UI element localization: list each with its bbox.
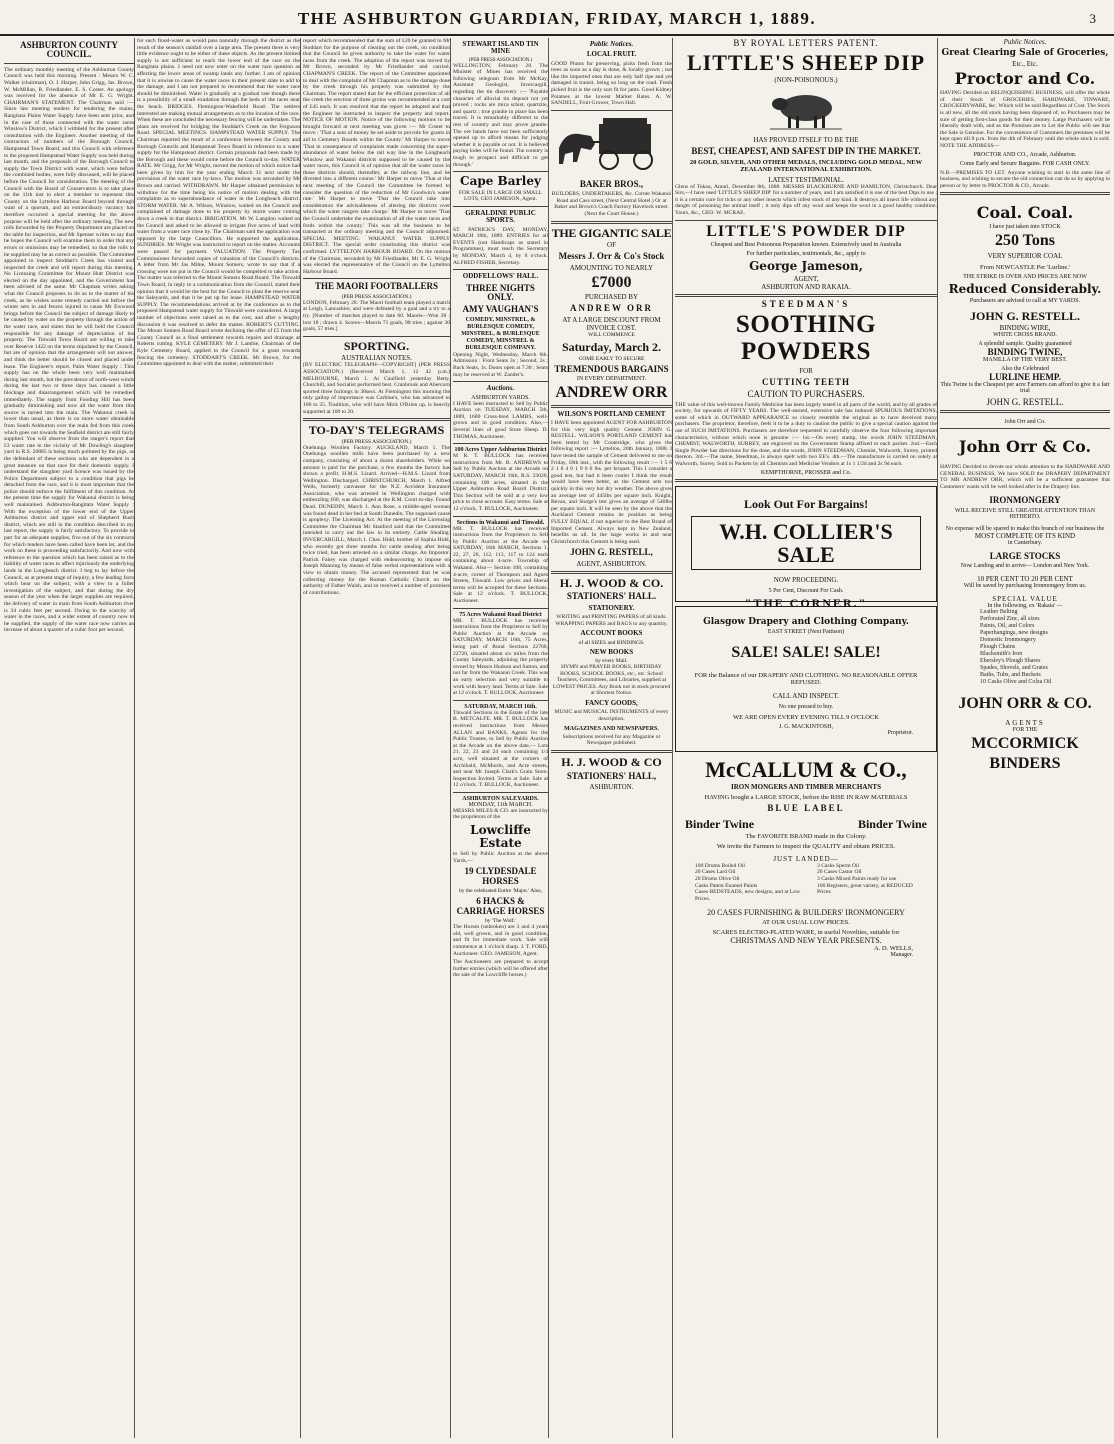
magazines-heading: MAGAZINES AND NEWSPAPERS. (564, 725, 659, 732)
lowcliffe-estate-heading: Lowcliffe Estate (470, 823, 531, 850)
sheep-illustration (766, 88, 846, 132)
column-6 (675, 38, 938, 1438)
maori-footballers-heading: THE MAORI FOOTBALLERS (314, 281, 439, 292)
discount-text: AT A LARGE DISCOUNT FROM INVOICE COST. (562, 315, 661, 332)
telegrams-heading: TO-DAY'S TELEGRAMS (308, 423, 445, 438)
mackintosh-name: J. G. MACKINTOSH, (778, 723, 834, 730)
newspaper-title: THE ASHBURTON GUARDIAN, FRIDAY, MARCH 1, 1889. (297, 9, 817, 28)
binder-twine-left: Binder Twine (685, 817, 755, 832)
orr-stock-heading: Messrs J. Orr & Co's Stock (558, 251, 665, 262)
column-7 (940, 38, 1110, 1438)
fancy-goods-text: MUSIC and MUSICAL INSTRUMENTS of every description. (554, 709, 670, 722)
landed-lists (675, 863, 937, 905)
divider (551, 110, 672, 111)
special-value: SPECIAL VALUE (992, 595, 1058, 604)
latest-testimonial: LATEST TESTIMONIAL. (768, 175, 844, 184)
mccallum-text: HAVING bought a LARGE STOCK, before the RISE IN RAW MATERIALS (704, 793, 908, 801)
steedman-text: THE value of this well-known Family Medicine has been largely tested in all parts of the world, and by all grades of society, for upwards of FIFTY YEARS. The well-earned, extensive sale has induced SPURIOUS IMITATIONS, some of which in OUTWARD APPEARANCE so closely resemble the original as to have deceived many purchasers. The proprietor, therefore, feels it to be a duty to caution the public to give a special caution against the use of SUCH IMITATIONS. Purchasers are therefore requested to carefully observe the four following important characteristics, without which none is genuine :— 1st.—On every stamp, the words JOHN STEEDMAN, CHEMIST, WALWORTH, SURREY, are engraved on the Government Stamp affixed to each packet. 2nd.—Each Single Powder has directions for the dose, and the words, JOHN STEEDMAN, Chemist, Walworth, Surrey, printed thereon. 3rd.—The name, Steedman, is always spelt with two EE's. 4th.—The manufacture is carried on solely at Walworth, Surrey. Sold in Packets by all Chemists and Medicine Vendors at 1s 1 1/2d and 2s 9d each. (675, 401, 939, 468)
every-department: IN EVERY DEPARTMENT. (576, 375, 647, 382)
stationery-text: WRITING and PRINTING PAPERS of all kinds. WRAPPING PAPERS and BAGS to any quantity. (555, 614, 669, 627)
amounting-text: AMOUNTING TO NEARLY (569, 263, 654, 272)
manilla-text: MANILLA OF THE VERY BEST. (983, 357, 1067, 364)
monday-11-heading: MONDAY, 11th MARCH. (468, 801, 533, 808)
council-report-end: report which recommended that the sum of £20 be granted to Mr Stoddart for the purpose of clearing out the creek, on condition that the Council be given authority to take the water for water races from the creek. The adoption of the report was moved by Mr Brown, seconded by Mr Friedlander and carried. CHAPMAN'S CREEK. The report of the Committee appointed to deal with the complaint of Mr Chapman as to the damage done by the creek through his property was submitted by the Chairman. The report stated that for the efficient protection of all the creek the erection of three groins was recommended at a cost of £45 each. It was resolved that the report be adopted and that the Engineer be instructed to inspect the property and report. NOTICE OF MOTION. Notice of the following motions to be brought forward at next meeting was given :— Mr Coster to move : 'That a sum of money be set aside to provide for grants in aid to Cemetery Boards within the County.' Mr Harper to move 'That in consequence of complaints made concerning the super-abundance of water below the rail way line in the Longbeach Winslow and Wakanui districts supposed to be caused by the water races, this Council is of opinion that all the water races in those districts should, thereafter, at the railway line, and be diverted into a different course.' Mr Harper to move 'That at the next meeting of the Council the Committee be formed to consider the question of the reduction of Mr Goodwin's water rate.' Mr Harper to move 'That the Council take into consideration the advisableness of altering the districts over which the water rangers take charge.' Mr Harper to move 'That the Council undertake the examination of all the water races and fords within the county.' This was all the business to be transacted at the ordinary meeting and the Council adjourned. SPECIAL MEETING. WAKANUI WATER SUPPLY DISTRICT. The special order constituting this district was confirmed. LYTTELTON HARBOUR BOARD. On the motion of the Chairman, seconded by Mr Friedlander, Mr E. G. Wright was elected the representative of the Council on the Lyttelton Harbour Board. (303, 38, 452, 275)
invite-farmers: We invite the Farmers to inspect the QUALITY and obtain PRICES. (716, 842, 896, 850)
wilsons-cement-text: I HAVE been appointed AGENT FOR ASHBURTON for this very high quality Cement. JOHN G. RESTELL. WILSON'S PORTLAND CEMENT has been tested by Mr Cooteridge, who gives the following report :— Lyttelton, 20th January, 1888. I have tested the sample of Cement delivered to me on Friday, 18th inst., with the following result :— 1 5 6 2 1 8 4 0 1 9 0 0 lbs. per briquet. This I consider a good test, but had it been cooler I think the result would have been better, as the Cement sets too quickly in this very hot dry weather. The above gives an average test of 445lbs per square inch. Knight, Bevan, and Sturge's test gives an average of 540lbs per square inch. It will be seen by the above that the Auckland Cement retains its position as being FULLY EQUAL if not superior to the Best Brand of Imported Cement. Always kept in New Zealand, benefits us all. In the large works in and near Christchurch this Cement is being used. (551, 420, 674, 545)
best-cheapest: BEST, CHEAPEST, AND SAFEST DIP IN THE MARKET. (691, 146, 921, 157)
council-report-continued: for such flood-water as would pass naturally through the district as the result of the season's rainfall over a large area. The present there is very little evidence ought to be either of these objects. As the present limited supply is not sufficient to reach the lower end of the race on the Rangitata plains. I need not now enter on the water race question as affecting the lower areas of swamp lands any further. I am of opinion that it is unwise to cause the water races in their present state to add to the damage, and I am not prepared to recommend that the water race should be diminished. Water is gradually at a gradual rate though there is a possibility of a small exudation through the beds of the races near the beach. BRIDGES. Flemington-Wakefield Road: The settlers interested are making mutual arrangements as to the location of the race. When these are concluded the necessary fencing will be undertaken. The plans are received for bridging the Stoddart's Creek on the Ferguson Road. SPECIAL MEETINGS. HAMPSTEAD WATER SUPPLY. The Chairman reported the result of a conference between the County and Borough Councils and Hampstead Town Board in reference to a water supply for the Hampstead district. Certain proposals had been made by the Borough and these would come before the Council to-day. WATER RATE. Mr Grigg, for Mr Wright, moved the motion of which notice had been given by him for the year ending March 31 next under the provisions of the water race by-laws. The motion was seconded by Mr Brown and carried. WITHDRAWN. Mr Harper obtained permission to withdraw for the time being his notice of motion dealing with the complaints as to superabundance of water in the Longbeach district. STORM WATER. Mr A. Wilson, Winslow, waited on the Council and complained of damage done to his property by storm water coming down a creek in that district. IRRIGATION. Mr W. Langdon waited on the Council and asked to be allowed to irrigate five acres of land with water from a water race close by. The Chairman said the application was opposed by the large Councillors. He supported the application. SUNDRIES. Mr Wright was instructed to report on the matter. Accounts were passed for payment. VALUATION. The Property Tax Commissioner forwarded copies of valuation of the Council's districts. A letter from Mr Jas Milne, Mount Somers, wrote to say that if a crossing were not put in the Council would be compelled to take action. The matter was referred to the Mount Somers Road Board. The Tinwald Town Board, in reply to a communication from the Council, stated their opinion that it would be the best for the Council to plant the reserve near the Saleyards, and that it be put up for lease. HAMPSTEAD WATER SUPPLY. The recommendations arrived at by the conference as to the proposed Hampstead water supply for Tinwald were considered. A large number of objections were raised as to the cost, and after a lengthy discussion it was resolved to defer the matter. ROBERT'S CUTTING. The Mount Somers Road Board wrote declining the offer of £5 from the County Council as a final settlement towards repairs and drainage at Roberts cutting. KYLE CEMETERY. Mr J. Lambie, Chairman of the Kyle Cemetery Board, applied to the Council for a grant towards fencing the cemetery. STODDART'S CREEK. Mr Brown, for the Committee appointed to deal with the matter, submitted their (137, 38, 302, 368)
restell-heading: JOHN G. RESTELL. (969, 308, 1081, 323)
twenty-cases: 20 CASES FURNISHING & BUILDERS' IRONMONGERY (707, 908, 905, 918)
collier-sale-box (675, 486, 937, 611)
coal-just-taken: I have just taken into STOCK (989, 224, 1061, 231)
blue-label: BLUE LABEL (767, 802, 845, 813)
testimonial-text: Glens of Tekoa, Amuri, December 8th, 1888. MESSRS BLACKBURNE AND HAMILTON, Christchurch. Dear Sirs,—I have used 'LITTLE'S SHEEP DIP' for a number of years, and I am satisfied it is one of the best Dips in use ; it is a certain cure for ticks or any other insects which infest stock of any kind. It destroys all insect life without any danger of poisoning the animal itself ; it only dips off any wool and keeps the wool in a good healthy condition. Yours, &c., GEO. W. MCRAE. (675, 183, 939, 216)
for-label: FOR (799, 366, 813, 375)
powder-dip-sub: Cheapest and Best Poisonous Preparation known. Extensively used in Australia (710, 242, 902, 249)
telegrams-subheading: (PER PRESS ASSOCIATION.) (341, 438, 412, 445)
amount-value: £7000 (591, 273, 632, 291)
saturday-date: Saturday, March 2. (561, 339, 662, 354)
twine-cheapest: This Twine is the Cheapest per acre Farmers can afford to give it a fair trial (940, 382, 1110, 395)
auction-sections-text: MR. T. BULLOCK has received instructions from the Proprietors to Sell by Public Auction at the Arcade on SATURDAY, 16th MARCH, Sections 1, 22, 27, 28, 112, 113, 117 to 124 each containing about 4-acre. Township of Wakanui. Also— Section 108, containing 4-acre, corner of Thompson and Agnes Streets, Tinwald. Low prices and liberal terms will be accepted for these Sections. Sale at 12 o'clock. T. BULLOCK, Auctioneer. (453, 525, 550, 605)
most-complete: MOST COMPLETE OF ITS KIND (974, 531, 1076, 540)
george-jameson: George Jameson, (749, 259, 863, 274)
hjwood-heading: H. J. WOOD & CO. (559, 575, 664, 590)
large-stocks: LARGE STOCKS (989, 550, 1061, 561)
orr-heading: John Orr & Co. (958, 437, 1092, 457)
celebrated-text: Also the Celebrated (1001, 366, 1049, 373)
jameson-agent: AGENT, (793, 274, 819, 283)
council-heading: ASHBURTON COUNTY COUNCIL. (20, 40, 118, 60)
cutting-teeth: CUTTING TEETH (761, 376, 851, 387)
divider (453, 700, 548, 701)
stationery-heading: STATIONERY. (588, 603, 635, 612)
geraldine-sports-heading: GERALDINE PUBLIC SPORTS. (465, 208, 536, 225)
horses-text: The Horses (unbroken) are 3 and 4 years old, well grown, and in good condition, and fit for immediate work. Sale will commence at 1 o'clock sharp. J. T. FORD, Auctioneer. GEO. JAMESON, Agent. (453, 924, 550, 957)
divider (551, 405, 672, 408)
hjwood-footer: H. J. WOOD & CO (561, 755, 662, 770)
fancy-goods-heading: FANCY GOODS, (585, 699, 638, 708)
divider (940, 428, 1110, 429)
medals-text: 20 GOLD, SILVER, AND OTHER MEDALS, INCLUDING GOLD MEDAL, NEW ZEALAND INTERNATIONAL EXHIBITION. (689, 158, 923, 173)
lurline-hemp: LURLINE HEMP. (989, 372, 1061, 383)
mccallum-sub: IRON MONGERS AND TIMBER MERCHANTS (731, 782, 881, 791)
proprietor-label: Proprietor. (887, 729, 913, 736)
sporting-heading: SPORTING. (343, 338, 410, 353)
call-inspect: CALL AND INSPECT. (773, 691, 839, 700)
come-early-text: Come Early and Secure Bargains. FOR CASH ONLY. (960, 160, 1090, 167)
mccallum-heading: McCALLUM & CO., (705, 756, 907, 782)
usual-prices: AT OUR USUAL LOW PRICES. (762, 919, 850, 927)
the-corner: "THE CORNER." (744, 596, 868, 611)
geraldine-sports-text: ST. PATRICK'S DAY, MONDAY, MARCH 18th, 1889. ENTRIES for all EVENTS (not Handicaps as stated in Programmes), must reach the Secretary by MONDAY, March 4, by 8 o'clock. ALFRED FISHER, Secretary. (453, 226, 550, 266)
press-association-note: (PER PRESS ASSOCIATION.) (468, 57, 533, 63)
auction-wakanui-text: MR. T. BULLOCK has received instructions from the Proprietor to Sell by Public Auction at the Arcade on SATURDAY, MARCH 16th, 75 Acres, being part of Rural Sections 22760, 22720, situated about six miles from the County Saleyards, adjoining the property owned by Messrs Hudson and Sutton, and not far from the Wakanui Creek. This was an early selection and very suitable to work with heavy land. Terms at Sale. Sale at 12 o'clock. T. BULLOCK, Auctioneer. (453, 617, 550, 697)
column-4 (453, 38, 549, 1438)
sporting-subheading: AUSTRALIAN NOTES. (341, 354, 412, 363)
divider (4, 63, 134, 64)
stewart-island-heading: STEWART ISLAND TIN MINE (462, 40, 539, 56)
sheep-dip-heading: LITTLE'S SHEEP DIP (686, 50, 926, 75)
tons-heading: 250 Tons (994, 232, 1056, 250)
manager-label: Manager. (890, 952, 913, 959)
binder-twine-row (675, 815, 937, 833)
oddfellows-heading: ODDFELLOWS' HALL. (462, 272, 539, 281)
stationers-footer: STATIONERS' HALL, (566, 770, 657, 781)
binder-twine-right: Binder Twine (857, 817, 927, 832)
clearing-sale-heading: Great Clearing Sale of Groceries, (941, 48, 1109, 58)
divider (551, 750, 672, 753)
proctor-heading: Proctor and Co. (954, 69, 1096, 89)
landed-list-left: 100 Drums Boiled Oil 20 Cases Lard Oil 20 Drums Olive Oil Casks Patent Enamel Paints Cases BEDSTEADS, new designs, and at Low Prices. (695, 862, 801, 902)
white-cross: WHITE CROSS BRAND. (993, 332, 1057, 339)
landed-list-right: 3 Casks Sperm Oil 20 Cases Castor Oil 3 Casks Mixed Paints ready for use 100 Registers, great variety, at REDUCED Prices (817, 862, 913, 896)
come-early: COME EARLY TO SECURE (578, 355, 645, 362)
saved-text: Will be saved by purchasing Ironmongery from us. (963, 583, 1087, 590)
divider (453, 269, 548, 270)
divider (940, 192, 1110, 195)
clydesdale-sub: by the celebrated Entire 'Major.' Also, (458, 888, 543, 895)
cape-barley-heading: Cape Barley (460, 174, 541, 189)
saturday-16-heading: SATURDAY, MARCH 16th. (464, 703, 537, 710)
magazines-text: Subscriptions received for any Magazine or Newspaper published. (562, 733, 662, 747)
wilsons-cement-heading: WILSON'S PORTLAND CEMENT (557, 409, 666, 418)
auction-lambs-text: I HAVE been instructed to Sell by Public Auction on TUESDAY, MARCH 5th, 1889, 1600 Cross-bred LAMBS, well-grown and in good condition. Also,— Several lines of good Store Sheep. D. THOMAS, Auctioneer. (453, 400, 550, 440)
purchased-by: PURCHASED BY (584, 293, 639, 302)
new-books-heading: NEW BOOKS (589, 647, 634, 656)
orr-big-heading: JOHN ORR & CO. (958, 695, 1092, 713)
soothing-powders-heading: SOOTHING POWDERS (735, 311, 877, 365)
column-3 (303, 38, 451, 1438)
amy-vaughan-heading: AMY VAUGHAN'S (462, 304, 539, 315)
now-proceeding: NOW PROCEEDING. (773, 576, 839, 585)
cape-barley-text: FOR SALE IN LARGE OR SMALL LOTS, GEO JAMESON, Agent. (458, 189, 544, 203)
sections-heading: Sections in Wakanui and Tinwald. (456, 519, 545, 526)
collier-sale-heading: W.H. COLLIER'S SALE (691, 516, 921, 570)
gigantic-of: OF (607, 241, 616, 250)
baker-bros-heading: BAKER BROS., (579, 178, 644, 189)
hearse-illustration (551, 114, 669, 172)
account-books-sub: of all SIZES and BINDINGS. (578, 639, 645, 646)
local-fruit-text: GOOD Plums for preserving, picks fresh from the trees as soon as a day is done, & locally grown ; not like the imported ones that are only half ripe and yet damaged in transit, being so long on the road. Fresh picked fruit is the only sort fit for jams. Good Kidney Potatoes at the lowest Market Rates. A. W. SANDELL, Fruit Grower, Town Hall. (551, 60, 674, 107)
column-5 (551, 38, 673, 1438)
royal-patent: BY ROYAL LETTERS PATENT. (733, 38, 879, 48)
kempthorne-text: KEMPTHORNE, PROSSER and Co. (760, 469, 852, 476)
ironmongery-heading: IRONMONGERY (989, 495, 1061, 506)
proctor-text: HAVING Decided on RELINQUISHING BUSINESS, will offer the whole of their Stock of GROCERIES, HARDWARE, TINWARE, CROCKERYWARE, &c. Which will be sold Regardless of Cost. The Stock is all new, all the old stock having been disposed of, so Purchasers may be sure of getting first-class goods for their money. Large Purchasers will be liberally dealt with, and as the Premises are to Let the Public will see that the Sale is Genuine. For the convenience of Customers the premises will be kept open till 8 p.m. from the 4th of February until the whole stock is sold. NOTE THE ADDRESS— (940, 90, 1112, 149)
will-commence: WILL COMMENCE (588, 331, 635, 338)
steedmans-heading: STEEDMAN'S (761, 298, 851, 309)
page-number: 3 (1089, 11, 1096, 26)
now-landing: Now Landing and to arrive— London and New York. (960, 563, 1090, 570)
purchasers-advised: Purchasers are advised to call at MY YARDS. (969, 297, 1081, 304)
gigantic-sale-heading: THE GIGANTIC SALE (551, 225, 672, 240)
superior-coal: VERY SUPERIOR COAL (987, 251, 1063, 260)
canterbury: in Canterbury. (1007, 539, 1043, 546)
caution-heading: CAUTION TO PURCHASERS. (747, 389, 865, 400)
divider (453, 206, 548, 207)
strike-text: THE STRIKE IS OVER AND PRICES ARE NOW (963, 273, 1087, 280)
plated-ware: SCARES ELECTRO-PLATED WARE, in useful Novelties, suitable for (712, 929, 900, 937)
ashburton-yards-heading: ASHBURTON YARDS. (471, 394, 530, 401)
glasgow-heading: Glasgow Drapery and Clothing Company. (703, 616, 909, 627)
baker-bros-text: BUILDERS, UNDERTAKERS, &c. Corner Wakanui Road and Cass street, (Next Central Hotel.) Or at Baker and Brown's Coach Factory Havelock street. (Next the Court House.) (551, 191, 673, 218)
wakanui-75-heading: 75 Acres Wakanui Road District (459, 611, 542, 618)
just-landed: JUST LANDED— (773, 854, 839, 863)
local-fruit-heading: LOCAL FRUIT. (586, 50, 637, 59)
hacks-sub: by 'The Wolf.' (485, 918, 516, 925)
coal-heading: Coal. Coal. (976, 203, 1074, 223)
divider (551, 571, 672, 574)
non-poisonous: (NON-POISONOUS.) (774, 76, 838, 85)
public-notices-heading: Public Notices. (589, 40, 634, 48)
divider (675, 479, 937, 482)
account-books-heading: ACCOUNT BOOKS (580, 629, 643, 638)
no-one-pressed: No one pressed to buy. (778, 703, 834, 710)
glasgow-address: EAST STREET (Next Pattison) (767, 629, 845, 636)
hymn-books-text: HYMN and PRAYER BOOKS, BIRTHDAY BOOKS, SCHOOL BOOKS, etc., etc. School Teachers, Committees, and Libraries, supplied at LOWEST PRICES. Any Book not in stock procured at Shortest Notice. (552, 664, 672, 697)
masthead (0, 0, 1114, 36)
cash-discount: 5 Per Cent, Discount For Cash. (768, 588, 844, 595)
orr-text: HAVING Decided to devote our whole attention to the HARDWARE AND GENERAL BUSINESS, We have SOLD the DRAPERY DEPARTMENT TO MR ANDREW ORR, which will be a sufficient guarantee that Customers' wants will be well looked after in the Drapery line. (940, 463, 1112, 490)
glasgow-box (675, 606, 937, 752)
divider (453, 171, 548, 172)
special-list: Leather Belting Perforated Zinc, all sizes Paints, Oil, and Colors Paperhangings, new designs Domestic Ironmongery Plough Chains Blacksmith's Iron Ebersley's Plough Shares Spades, Shovels, and Grates Baths, Tubs, and Buckets 10 Casks Olive and Colza Oil (980, 609, 1052, 686)
bargains-heading: Look Out For Bargains! (743, 496, 869, 511)
divider (303, 418, 450, 421)
telegrams-text: Onehunga Woollen Factory. AUCKLAND, March 1. The Onehunga woollen mills have been purchased by a new company, consisting of about a dozen shareholders. While no amount is paid for the purchase, a few months the factory has shown a profit. H.M.S. Lizard. Arrived—H.M.S. Lizard from Wellington. Discharged. CHRISTCHURCH, March 1. Alfred Wells, formerly canvasser for the N.Z. Accident Insurance Association, who was arrested in Wellington charged with embezzling £60, was discharged at the R.M. Court to-day. Found Dead. DUNEDIN, March 1. Ann Rose, a middle-aged woman was found dead in her bed at South Dunedin. The supposed cause is apoplexy. The Licensing Act. At the meeting of the Licensing Committee the Chairman Mr Stanford said that the Committee intended to carry out the law in its entirety. Cattle Stealing. INVERCARGILL, March 1. Chas. Hidd, brother of Sophia Hidd, who recently got three months for cattle stealing after being twice tried, has been arrested on a similar charge. An Impostor. Patrick Fahey was charged with endeavouring to impose on Joseph Manning by means of false verbal representations with a view to obtain money. The accused represented that he was collecting money for the Roman Catholic Church on the authority of Father Walsh, and so received a number of promises of contributions. (303, 444, 452, 596)
auction-yards-text: to Sell by Public Auction at the above Yards,— (453, 851, 550, 864)
sale-sale-sale: SALE! SALE! SALE! (731, 644, 881, 662)
restell-signature: JOHN G. RESTELL. (986, 397, 1064, 408)
press-association-note: (PER PRESS ASSOCIATION.) (341, 293, 412, 300)
new-books-sub: by every Mail. (595, 658, 628, 665)
restell-agent: AGENT, ASHBURTON. (576, 559, 647, 568)
orr-small: John Orr and Co. (1004, 419, 1046, 426)
andrew-orr-name: ANDREW ORR (569, 303, 654, 314)
sale-text: FOR the Balance of our DRAPERY AND CLOTHING. NO REASONABLE OFFER REFUSED. (694, 671, 918, 686)
ashburton-footer: ASHBURTON. (589, 783, 634, 792)
divider (940, 410, 1110, 413)
further-particulars: For further particulars, testimonials, &c., apply to (746, 251, 866, 258)
column-1 (4, 38, 135, 1438)
divider (453, 608, 548, 609)
auctioneers-note: The Auctioneers are prepared to accept further entries (which will be offered after the sale of the Lowcliffe horses.) (453, 959, 550, 979)
mccormick-heading: MCCORMICK (971, 734, 1079, 752)
splendid-sample: A splendid sample. Quality guaranteed (978, 341, 1072, 348)
binders-heading: BINDERS (989, 754, 1061, 772)
reduced-considerably: Reduced Considerably. (948, 281, 1102, 296)
divider (303, 278, 450, 279)
special-sub: In the following, ex 'Rakaia' — (987, 603, 1063, 610)
etc-label: Etc., Etc. (1012, 60, 1038, 69)
acres-100-heading: 100 Acres Upper Ashburton District (454, 447, 547, 454)
auction-tinwald-text: Tinwald Sections in the Estate of the late B. METCALFE. MR. T. BULLOCK has received instructions from Messrs ALLAN and BANKS, Agents for the Public Trustee, to Sell by Public Auction at the Arcade on the above date,— Lots 21, 22, 23 and 24 each containing 1/4 acre, well situated at the corners of Archibald, McMurdo, and Acre streets, and near Mr Joseph Clark's Grain Store. Inspection Invited. Terms at Sale. Sale at 12 o'clock. T. BULLOCK, Auctioneer. (453, 709, 550, 789)
newcastle-text: From NEWCASTLE Per 'Lurline.' (979, 263, 1071, 271)
binding-wire: BINDING WIRE, (999, 324, 1051, 333)
column-2 (137, 38, 301, 1438)
three-nights-heading: THREE NIGHTS ONLY. (466, 282, 535, 302)
divider (453, 792, 548, 793)
public-notices-heading: Public Notices. (1003, 38, 1047, 46)
wells-name: A. D. WELLS, (873, 945, 913, 953)
clydesdale-heading: 19 CLYDESDALE HORSES (464, 866, 537, 886)
auction-acres-text: M R. T. BULLOCK has received instructions from Mr. B. ANDREWS to Sell by Public Auction at the Arcade on SATURDAY, MARCH 16th, R.S. 23020, containing 100 acres, situated in the Upper Ashburton Road Board District. This Section will be sold at a very low price to close account. Easy terms. Sale at 12 o'clock. T. BULLOCK, Auctioneer. (453, 453, 550, 512)
premises-to-let: N.B.—PREMISES TO LET. Anyone wishing to start in the same line of business, and wishing to secure the old connection can do so by applying in person or by letter to PROCTOR & CO., Arcade. (940, 169, 1112, 189)
divider (675, 294, 937, 297)
auction-miles-text: MESSRS MILES & CO. are instructed by the proprietors of the (453, 807, 550, 821)
open-evening: WE ARE OPEN EVERY EVENING TILL 9 O'CLOCK (733, 713, 879, 721)
favorite-brand: The FAVORITE BRAND made in the Colony. (745, 832, 867, 840)
stationers-hall: STATIONERS' HALL. (566, 591, 657, 602)
council-report-text: The ordinary monthly meeting of the Ashburton County Council was held this morning. Present : Messrs W. C. Walker (chairman), O. J. Harper, John Grigg, Jas. Brown, W. McMillan, R. Friedlander, E. S. Coster. An apology was received for the absence of Mr E. G. Wright. CHAIRMAN'S STATEMENT. The Chairman said :— Since last meeting tenders for tendering the mains, Rangitata Plains Water Supply have been sent prior, and in the case of those connected with the water races Winslow's District, which I withheld for the present after consultation with the Engineer. Another meeting of the contractors of numbers of the Borough Council, Hampstead Town Board, and this Council with reference to the proposed Hampstead Water Supply was held during last month, and the proposals of the Borough Council to supply the Town District with water, which were before the combined bodies, were fully discussed, will be placed before the Council for consideration. The meeting of the Council with the Board of Conservators is to take place on the 11th inst to elect a member to represent this County on the Lyttelton Harbour Board beyond through want of a quorum, and an extraordinary vacancy has therefore occurred a special meeting for the above purpose will be held after the ordinary meeting. The new rolls forwarded by the Property Department are placed on the table for inspection, and Mr Spenser writes to say that he hopes the Council will examine them in order that any errors or omissions may be remedied, so that the rolls to be supplied may be as correct as possible. The Committee appointed to inspect Stoddart's Creek has visited and inspected the creek and will report during this meeting. No Licensing Committee for Mount Hutt District was elected on the day appointed, and the Government has been advised of the same. Mr Chapman writes asking what the Council proposes to do as to the matter of his creek, as he wishes some remedy carried out before the winter sets in and fences injured to cause Mr Ewwood brings before the Council the subject of damage likely to be caused by water on the property through the action of the water race, and states that he will hold the Council responsible for any damage of depreciation of his property. The Tinwald Town Board are willing to take over Reserve 1422 on the terms stipulated by the Council, but are of opinion that the arrangement will not answer, and think the better should be closed and placed under lease. The Engineer's report. Palm Water Supply : This supply has on the whole been very well maintained during last month, but the prevalence of north-west winds during the last two or three days has caused a little blockage and disarrangement which will be remedied immediately. The supply from Fooding Hill has been gradually diminishing and now all the water from this source is turned into the main. The Wakanui creek is lower than usual, as there is no more water obtainable from South Ashburton over the main fed from this creek which goes out towards the Seafield district are still fairly supplied. You will observe from the ranger's report that £3 water rate in the vicinity of Mr Dowling's slaughter yard in R.S. 20885 is being much polluted by the pigs, as the defendant of these sections who are dependent in a great measure on that race for their domestic supply. I understand the slaughter yard licence was issued by the Police Department subject to a condition that pigs be detached from the race, and it is most important that the police should enforce the fulfilment of this condition. At the present time the supply for Wakanui district is being well maintained. Ashburton-Rangitata Water Supply : With the exception of the lower end of the Upper Ashburton district and upper end of Shepherd Bush district, which are still in the condition described in my last report, the supply is fairly satisfactory. To provide in part for an adequate supplies, five out of the six contracts for which tenders have been called have been let, and the work on these is proceeding satisfactorily. And now with reference to the question which has been raised as to the liability of water races to affect injuriously the underlying lands in the Longbeach district. I beg to lay before the Council, as at present stage of inquiry, a few leading facts which bear on the subject, with a view to a fuller investigation of the subject, and that during the dry season of the year when the larger supplies are required, the delivery of water in main from South Ashburton river is 34 cubic feet per second. Owing to the scarcity of water in the races, and a wider extent of country now to be supplied, the supply of the water race now carries an increase of about a quarter of a cubic foot per second. (4, 66, 136, 634)
attention-text: WILL RECEIVE STILL GREATER ATTENTION THAN HITHERTO. (954, 507, 1096, 520)
no-expense: No expense will be spared to make this branch of our business the (945, 525, 1105, 532)
auctions-heading: Auctions. (486, 384, 515, 393)
jameson-place: ASHBURTON AND RAKAIA. (761, 282, 851, 291)
opening-night-text: Opening Night, Wednesday, March 6th. Admission : Front Seats 3s ; Second, 2s ; Back Seats, 1s. Doors open at 7.30 ; Seats may be reserved at W. Zander's. (453, 351, 550, 378)
amy-vaughan-text: COMEDY, MINSTREL, & BURLESQUE COMEDY, MINSTREL, & BURLESQUE COMEDY, MINSTREL & BURLESQUE COMPANY. (461, 316, 540, 351)
ten-per-cent: 10 PER CENT TO 20 PER CENT (977, 575, 1073, 584)
divider (453, 381, 548, 382)
sporting-text: [BY ELECTRIC TELEGRAPH—COPYRIGHT] (PER PRESS ASSOCIATION.) (Received March 1, 12 42 p.m.) MELBOURNE, March 1. At Caulfield yesterday Betty, Churchill, and Socialist performed best. Cranbrook and Abercorn sported three furlongs in 38secs. At Flemington this morning the only gallop of importance was Carbine's, who has advanced to 100 to 25. Tradition, who will have Mick O'Brien up, is heavily supported at 100 to 20. (303, 362, 452, 415)
divider (675, 220, 937, 221)
binding-twine: BINDING TWINE, (987, 347, 1063, 358)
proctor-address: PROCTOR AND CO., Arcade, Ashburton. (973, 151, 1077, 158)
divider (453, 443, 548, 444)
agents-label: AGENTS (1005, 718, 1045, 727)
andrew-orr-banner: ANDREW ORR (555, 383, 668, 401)
proved-text: HAS PROVED ITSELF TO BE THE (753, 136, 859, 145)
powder-dip-heading: LITTLE'S POWDER DIP (706, 222, 906, 240)
hacks-heading: 6 HACKS & CARRIAGE HORSES (456, 896, 545, 916)
saleyards-heading: ASHBURTON SALEYARDS. (462, 795, 539, 802)
maori-footballers-text: LONDON, February 28. The Maori football team played a match at Leigh, Lancashire, and were defeated by a goal and a try to a try. [Number of matches played to date 60. Maoris—Won 38 ; lost 18 ; drawn 4. Scores—Maoris 71 goals, 98 tries ; against 30 goals, 57 tries.] (303, 299, 452, 333)
divider (551, 221, 672, 224)
divider (303, 336, 450, 337)
stewart-island-text: WELLINGTON, February 28. The Minister of Mines has received the following telegram from Mr McKay, Assistant Geologist, Invercargill, regarding the tin discovery :— 'Payable character of alluvial tin deposit not yet proved ; rocks are mica schist, quartzite, and quartz ; true granite in place has been traced. It is remarkably different to the rest of country and may prove granite. The ore bands have not been sufficiently opened up to afford means for judging whether it is payable or not. It is believed paying lodes will be found. The country is tough to prospect and difficult to get through.' (453, 62, 550, 168)
tremendous-bargains: TREMENDOUS BARGAINS (554, 363, 669, 374)
divider (453, 516, 548, 517)
restell-name: JOHN G. RESTELL, (570, 547, 653, 558)
agents-for-the: FOR THE (1012, 726, 1038, 733)
christmas-presents: CHRISTMAS AND NEW YEAR PRESENTS. (730, 936, 882, 946)
